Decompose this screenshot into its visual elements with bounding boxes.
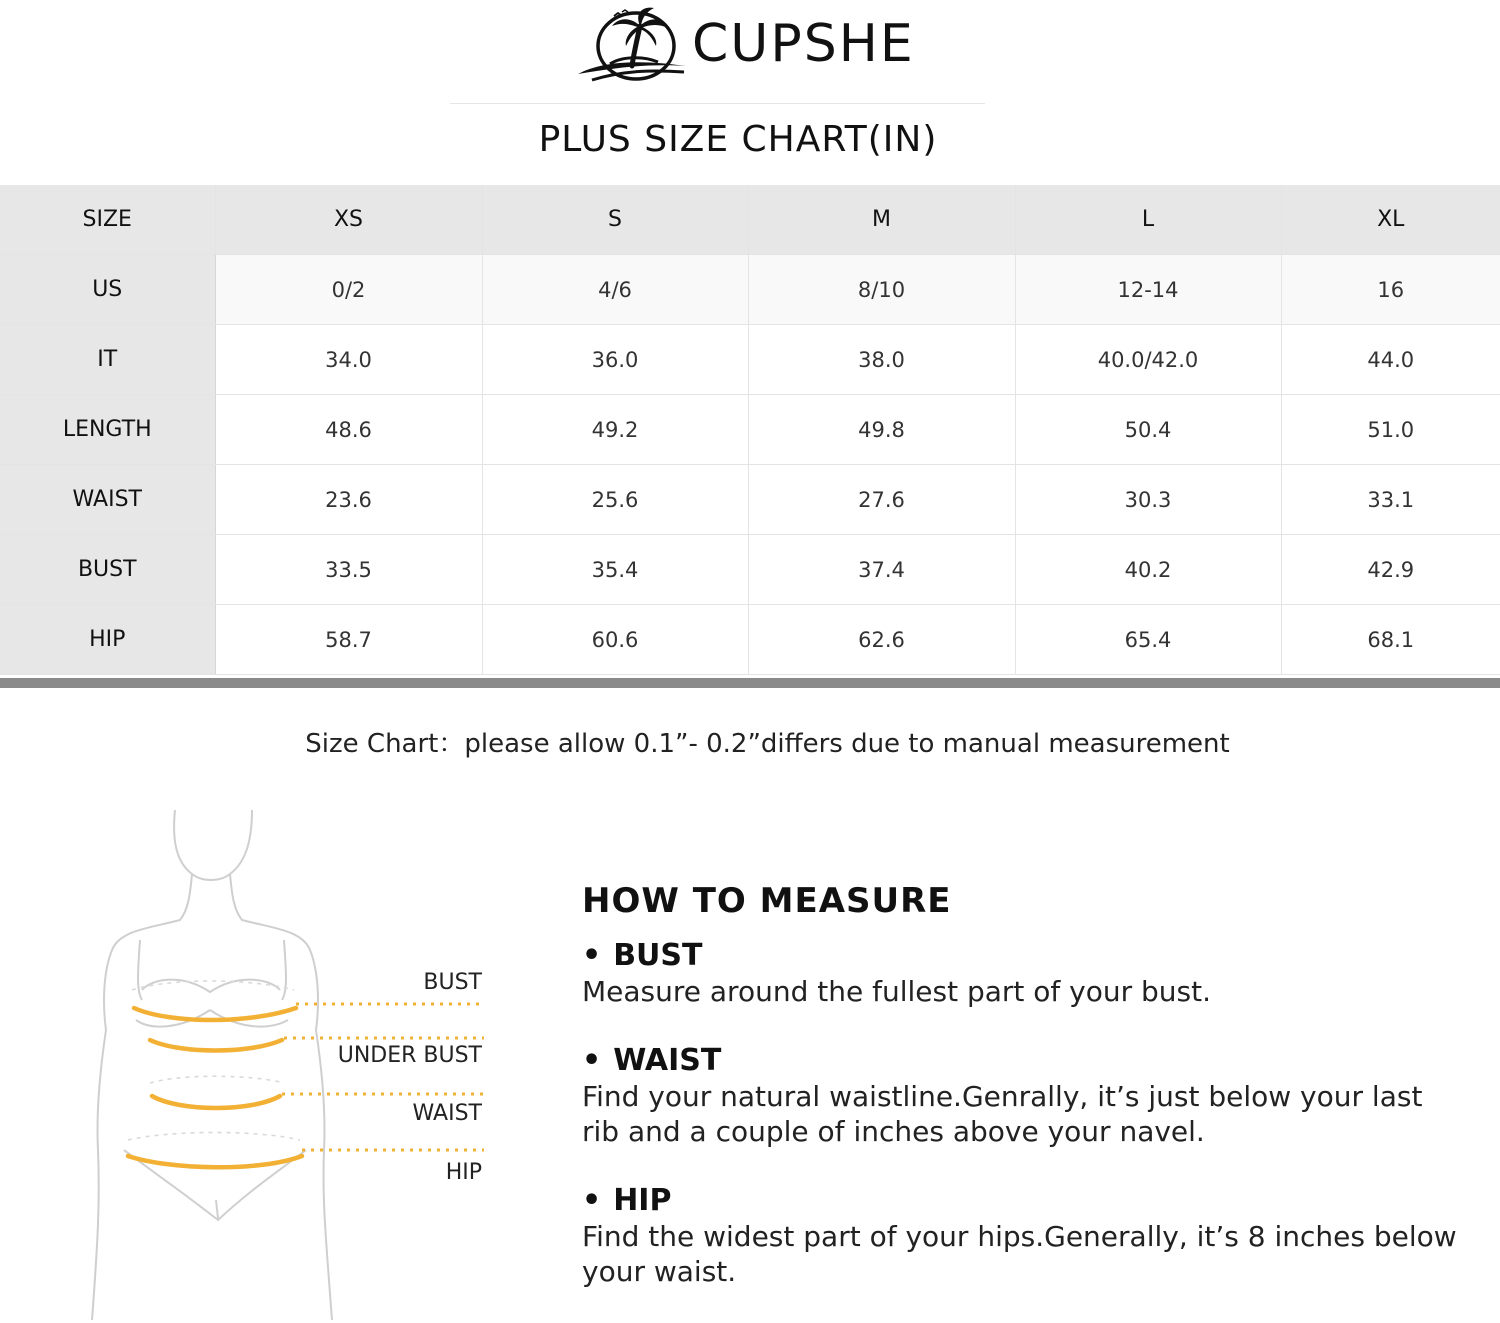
measure-item-waist (582, 1043, 1462, 1149)
column-header: M (748, 185, 1015, 255)
measure-item-bust (582, 938, 1462, 1009)
label-bust: BUST (423, 970, 482, 995)
measure-item-hip (582, 1183, 1462, 1289)
table-cell: 65.4 (1015, 605, 1281, 675)
label-waist: WAIST (412, 1101, 482, 1126)
table-cell: 50.4 (1015, 395, 1281, 465)
table-cell: 44.0 (1281, 325, 1500, 395)
table-row (0, 395, 1500, 465)
table-row (0, 605, 1500, 675)
table-cell: 60.6 (482, 605, 748, 675)
table-cell: 34.0 (215, 325, 482, 395)
row-label: WAIST (0, 465, 215, 535)
brand-name: CUPSHE (692, 14, 915, 74)
row-label: LENGTH (0, 395, 215, 465)
row-label: IT (0, 325, 215, 395)
measure-heading: WAIST (613, 1043, 722, 1078)
how-to-measure-section (582, 878, 1462, 1323)
row-label: HIP (0, 605, 215, 675)
label-hip: HIP (445, 1160, 482, 1185)
bullet: • (582, 938, 602, 973)
table-cell: 16 (1281, 255, 1500, 325)
table-cell: 40.2 (1015, 535, 1281, 605)
table-cell: 35.4 (482, 535, 748, 605)
row-label: BUST (0, 535, 215, 605)
table-cell: 51.0 (1281, 395, 1500, 465)
page-header (0, 0, 1500, 185)
measure-description: Find the widest part of your hips.Generally, it’s 8 inches below your waist. (582, 1220, 1457, 1288)
table-cell: 37.4 (748, 535, 1015, 605)
how-to-measure-title: HOW TO MEASURE (582, 881, 952, 921)
table-cell: 40.0/42.0 (1015, 325, 1281, 395)
table-cell: 33.5 (215, 535, 482, 605)
table-cell: 8/10 (748, 255, 1015, 325)
measure-heading: BUST (613, 938, 703, 973)
header-divider (450, 103, 985, 104)
size-chart-table (0, 185, 1500, 675)
column-header: XL (1281, 185, 1500, 255)
bullet: • (582, 1043, 602, 1078)
table-header-row (0, 185, 1500, 255)
column-header: XS (215, 185, 482, 255)
row-label: US (0, 255, 215, 325)
table-row (0, 465, 1500, 535)
table-cell: 36.0 (482, 325, 748, 395)
table-row (0, 535, 1500, 605)
table-cell: 33.1 (1281, 465, 1500, 535)
table-cell: 58.7 (215, 605, 482, 675)
label-under-bust: UNDER BUST (337, 1043, 482, 1068)
table-cell: 68.1 (1281, 605, 1500, 675)
table-cell: 27.6 (748, 465, 1015, 535)
palm-island-icon (574, 2, 694, 84)
table-cell: 30.3 (1015, 465, 1281, 535)
bullet: • (582, 1183, 602, 1218)
chart-title: PLUS SIZE CHART(IN) (538, 119, 938, 160)
table-cell: 42.9 (1281, 535, 1500, 605)
body-measurement-figure (80, 800, 510, 1320)
column-header: SIZE (0, 185, 215, 255)
table-bottom-bar (0, 678, 1500, 688)
table-cell: 4/6 (482, 255, 748, 325)
table-row (0, 255, 1500, 325)
measure-description: Measure around the fullest part of your bust. (582, 975, 1212, 1008)
column-header: L (1015, 185, 1281, 255)
table-row (0, 325, 1500, 395)
table-cell: 48.6 (215, 395, 482, 465)
column-header: S (482, 185, 748, 255)
table-cell: 38.0 (748, 325, 1015, 395)
table-cell: 12-14 (1015, 255, 1281, 325)
measure-description: Find your natural waistline.Genrally, it’s just below your last rib and a couple of inches above your navel. (582, 1080, 1423, 1148)
measurement-note: Size Chart：please allow 0.1”- 0.2”differs due to manual measurement (305, 729, 1230, 759)
table-cell: 0/2 (215, 255, 482, 325)
table-cell: 49.8 (748, 395, 1015, 465)
table-cell: 25.6 (482, 465, 748, 535)
measure-heading: HIP (613, 1183, 672, 1218)
table-cell: 62.6 (748, 605, 1015, 675)
table-cell: 23.6 (215, 465, 482, 535)
table-cell: 49.2 (482, 395, 748, 465)
